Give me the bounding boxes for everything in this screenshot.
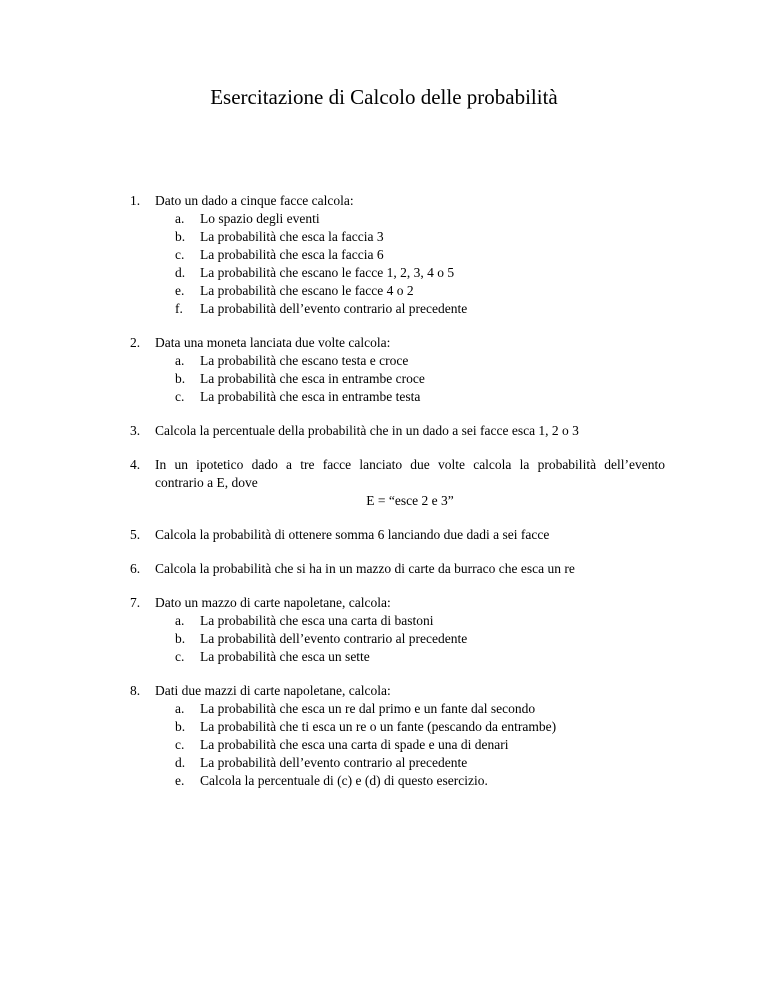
sub-question-text: La probabilità che escano le facce 4 o 2 (200, 283, 414, 298)
sub-question-list (155, 352, 665, 406)
exercise-6 (130, 560, 665, 578)
sub-question (155, 210, 665, 228)
exercise-3 (130, 422, 665, 440)
sub-question-text: La probabilità che escano le facce 1, 2, 3, 4 o 5 (200, 265, 455, 280)
sub-question-letter: c. (175, 649, 185, 664)
page-title: Esercitazione di Calcolo delle probabilità (210, 85, 558, 109)
exercise-text: Calcola la probabilità che si ha in un mazzo di carte da burraco che esca un re (155, 561, 575, 576)
sub-question-text: La probabilità che escano testa e croce (200, 353, 409, 368)
sub-question-letter: a. (175, 211, 185, 226)
exercise-4 (130, 456, 665, 510)
sub-question (155, 718, 665, 736)
sub-question (155, 630, 665, 648)
sub-question (155, 736, 665, 754)
sub-question-text: La probabilità dell’evento contrario al precedente (200, 301, 468, 316)
exercise-text: Dati due mazzi di carte napoletane, calcola: (155, 683, 391, 698)
exercise-text: In un ipotetico dado a tre facce lanciato due volte calcola la probabilità dell’evento (155, 457, 665, 472)
sub-question (155, 388, 665, 406)
sub-question-letter: b. (175, 371, 186, 386)
exercise-text: Dato un mazzo di carte napoletane, calcola: (155, 595, 391, 610)
exercise-text: Dato un dado a cinque facce calcola: (155, 193, 354, 208)
sub-question-letter: e. (175, 773, 185, 788)
sub-question-text: La probabilità che esca un re dal primo e un fante dal secondo (200, 701, 536, 716)
sub-question (155, 246, 665, 264)
sub-question-text: La probabilità che esca un sette (200, 649, 370, 664)
sub-question-text: Lo spazio degli eventi (200, 211, 320, 226)
sub-question-text: La probabilità che esca la faccia 3 (200, 229, 384, 244)
exercise-number: 5. (130, 527, 141, 542)
exercise-7 (130, 594, 665, 666)
sub-question-list (155, 700, 665, 790)
sub-question-letter: e. (175, 283, 185, 298)
sub-question-text: La probabilità che esca la faccia 6 (200, 247, 384, 262)
sub-question (155, 352, 665, 370)
exercise-text: Calcola la percentuale della probabilità che in un dado a sei facce esca 1, 2 o 3 (155, 423, 579, 438)
sub-question-letter: b. (175, 719, 186, 734)
sub-question-letter: b. (175, 229, 186, 244)
exercise-1 (130, 192, 665, 318)
sub-question-text: Calcola la percentuale di (c) e (d) di questo esercizio. (200, 773, 488, 788)
sub-question (155, 754, 665, 772)
sub-question (155, 264, 665, 282)
exercise-text: Data una moneta lanciata due volte calcola: (155, 335, 391, 350)
sub-question-text: La probabilità che esca in entrambe croce (200, 371, 425, 386)
sub-question-letter: a. (175, 613, 185, 628)
sub-question-letter: d. (175, 755, 186, 770)
sub-question-text: La probabilità dell’evento contrario al precedente (200, 755, 468, 770)
exercise-number: 6. (130, 561, 141, 576)
sub-question-letter: a. (175, 701, 185, 716)
exercise-number: 2. (130, 335, 141, 350)
exercise-text-continuation: contrario a E, dove (155, 475, 258, 490)
exercise-number: 7. (130, 595, 141, 610)
sub-question-text: La probabilità che esca in entrambe testa (200, 389, 421, 404)
sub-question-text: La probabilità che esca una carta di spade e una di denari (200, 737, 509, 752)
sub-question-text: La probabilità che ti esca un re o un fante (pescando da entrambe) (200, 719, 557, 734)
sub-question-letter: c. (175, 737, 185, 752)
sub-question-letter: c. (175, 247, 185, 262)
exercise-8 (130, 682, 665, 790)
sub-question (155, 228, 665, 246)
sub-question-list (155, 210, 665, 318)
exercise-number: 4. (130, 457, 141, 472)
sub-question-letter: b. (175, 631, 186, 646)
exercise-number: 3. (130, 423, 141, 438)
sub-question (155, 370, 665, 388)
sub-question (155, 648, 665, 666)
sub-question-text: La probabilità che esca una carta di bastoni (200, 613, 434, 628)
sub-question-letter: f. (175, 301, 183, 316)
sub-question (155, 282, 665, 300)
exercise-list (130, 192, 665, 806)
exercise-number: 8. (130, 683, 141, 698)
exercise-5 (130, 526, 665, 544)
sub-question-text: La probabilità dell’evento contrario al precedente (200, 631, 468, 646)
sub-question-letter: d. (175, 265, 186, 280)
sub-question (155, 772, 665, 790)
sub-question (155, 700, 665, 718)
exercise-2 (130, 334, 665, 406)
sub-question-letter: a. (175, 353, 185, 368)
sub-question (155, 612, 665, 630)
exercise-number: 1. (130, 193, 141, 208)
exercise-text: Calcola la probabilità di ottenere somma 6 lanciando due dadi a sei facce (155, 527, 550, 542)
sub-question-letter: c. (175, 389, 185, 404)
sub-question (155, 300, 665, 318)
event-formula: E = “esce 2 e 3” (366, 493, 454, 508)
sub-question-list (155, 612, 665, 666)
